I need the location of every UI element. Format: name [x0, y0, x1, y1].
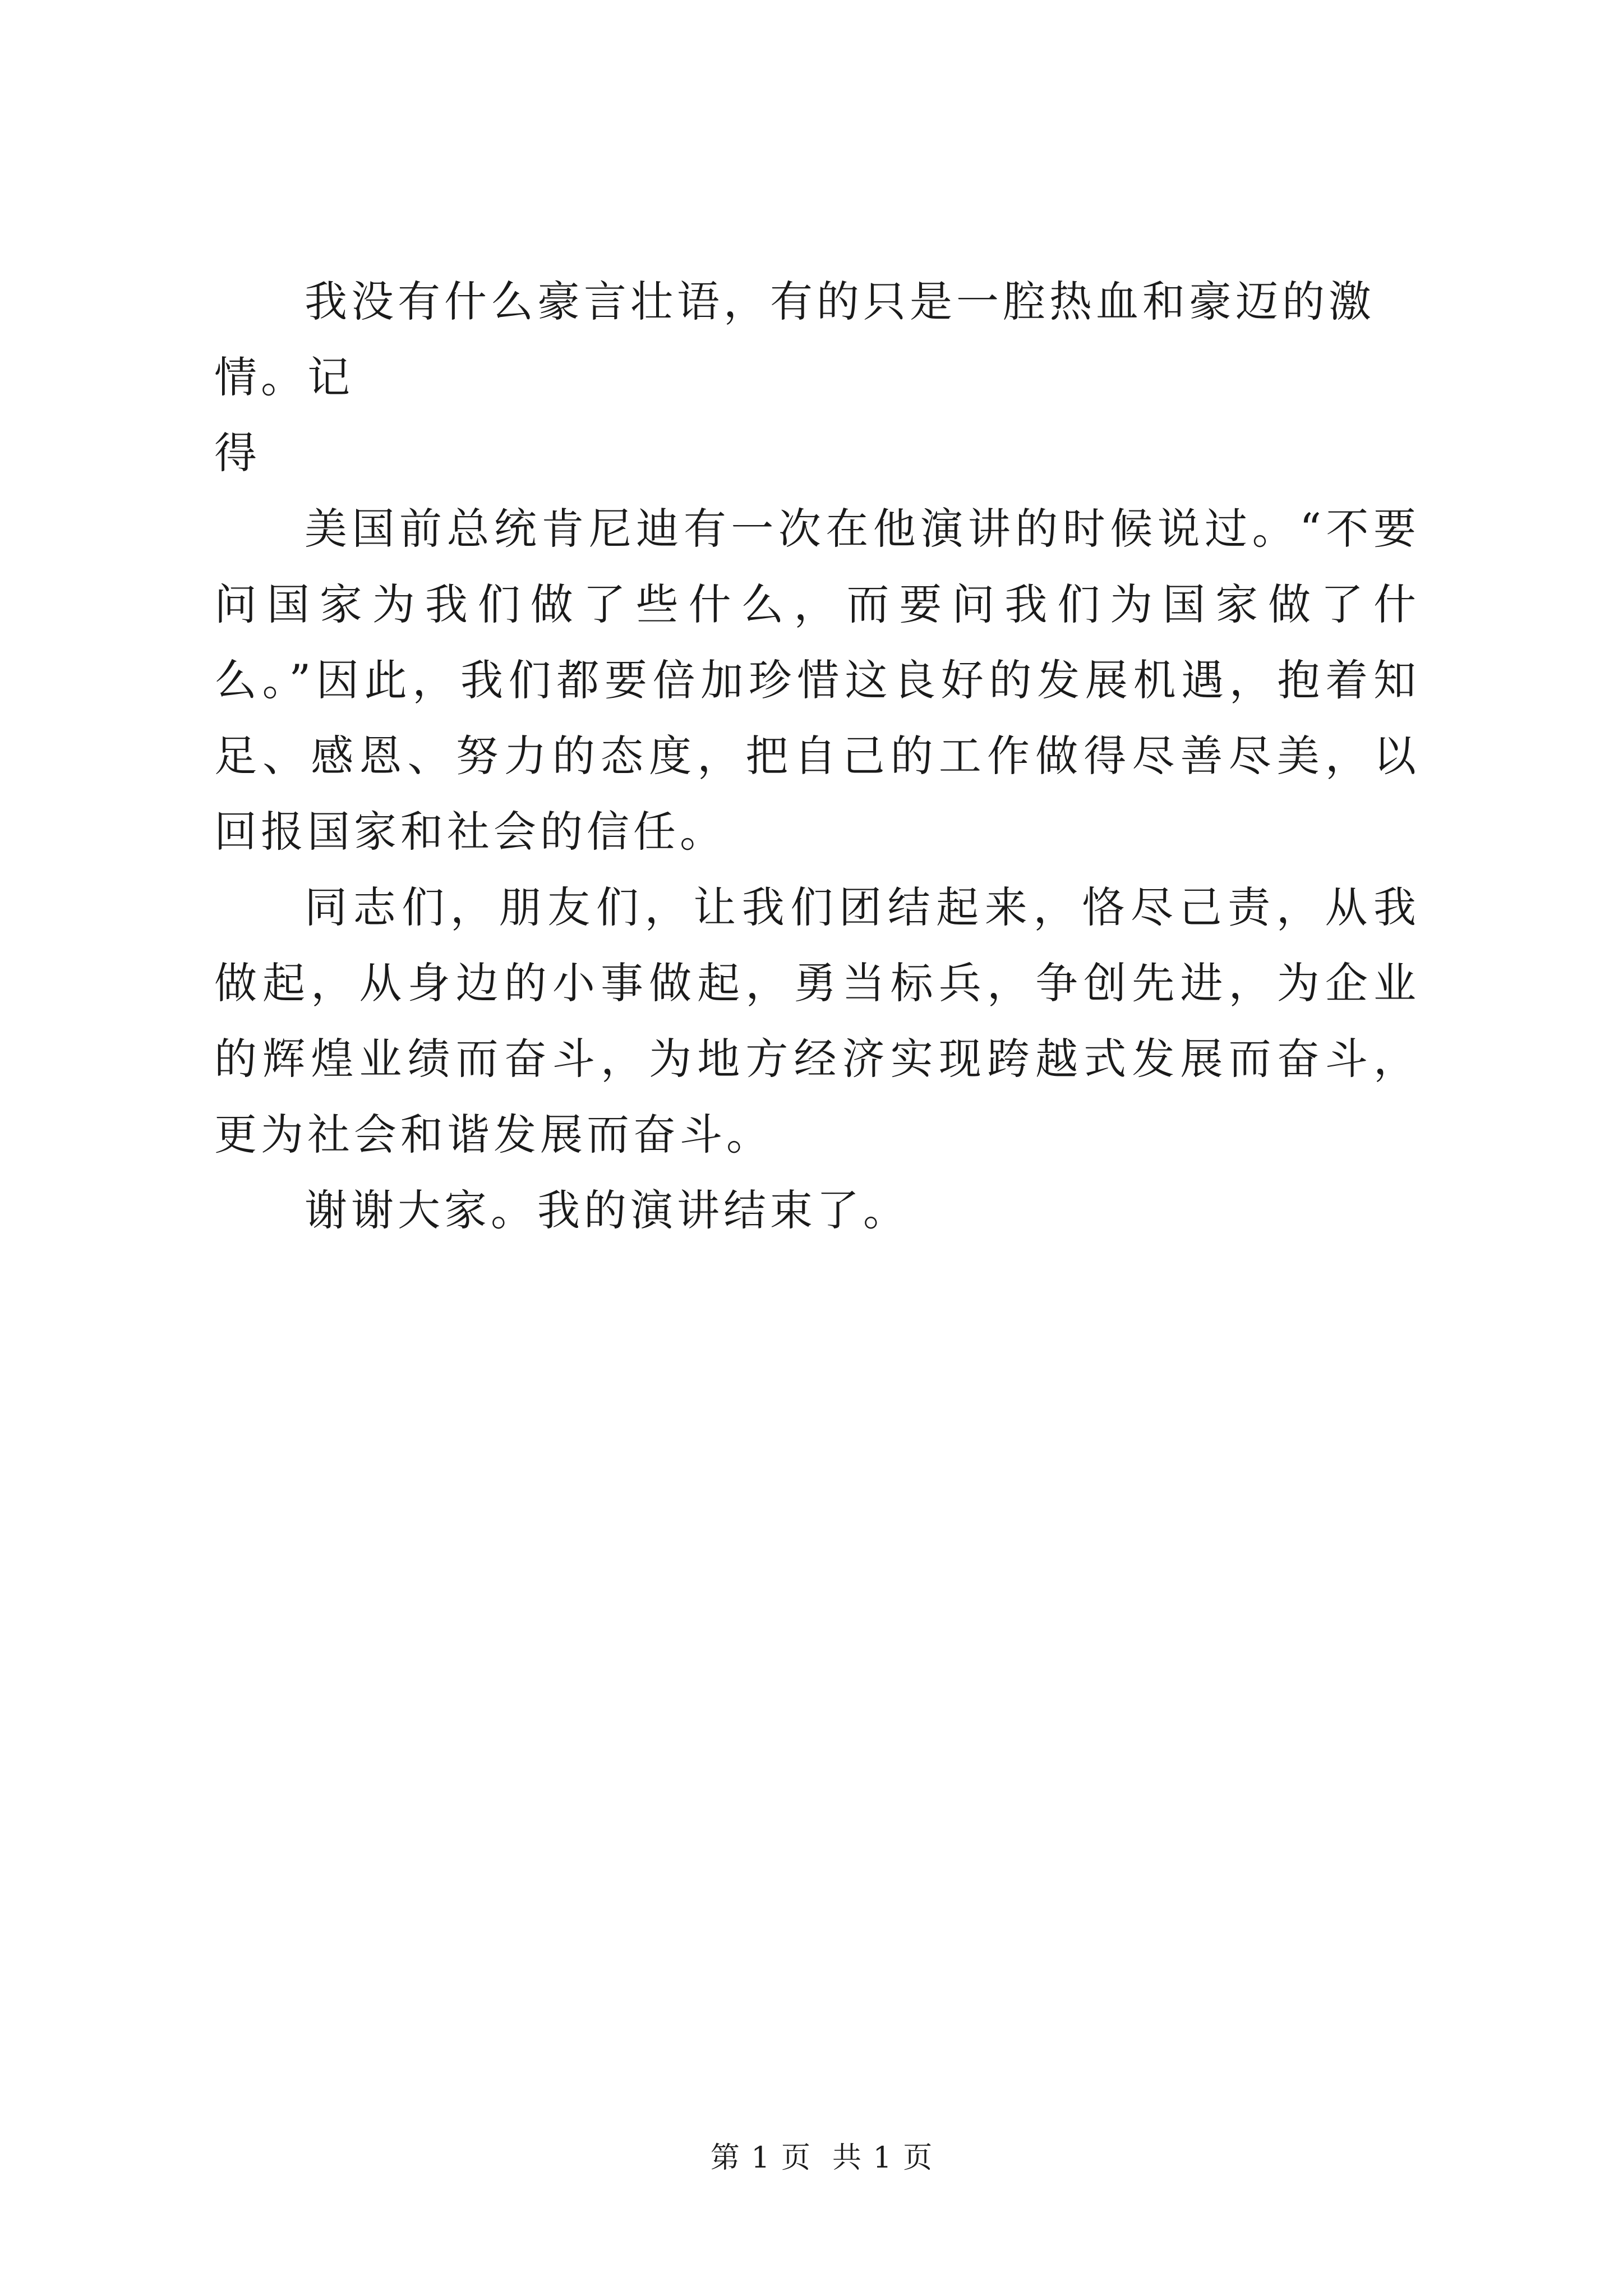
paragraph-opening-continuation: 得 — [214, 428, 261, 478]
paragraph-opening-text: 我没有什么豪言壮语，有的只是一腔热血和豪迈的激情。记 — [214, 277, 1375, 402]
paragraph-closing: 谢谢大家。我的演讲结束了。 — [305, 1185, 910, 1235]
paragraph-kennedy-quote: 美国前总统肯尼迪有一次在他演讲的时候说过。“不要问国家为我们做了些什么，而要问我们为国家做了什么。”因此，我们都要倍加珍惜这良好的发展机遇，抱着知足、感恩、努力的态度，把自己的工作做得尽善尽美，以回报国家和社会的信任。 — [214, 504, 1420, 857]
document-body — [214, 264, 1420, 1248]
paragraph-opening — [214, 264, 1420, 491]
paragraph-call-to-action: 同志们，朋友们，让我们团结起来，恪尽己责，从我做起，从身边的小事做起，勇当标兵，争创先进，为企业的辉煌业绩而奋斗，为地方经济实现跨越式发展而奋斗，更为社会和谐发展而奋斗。 — [214, 882, 1420, 1159]
page-number-label: 第 1 页 共 1 页 — [710, 2141, 934, 2175]
page-footer — [0, 2099, 1623, 2178]
